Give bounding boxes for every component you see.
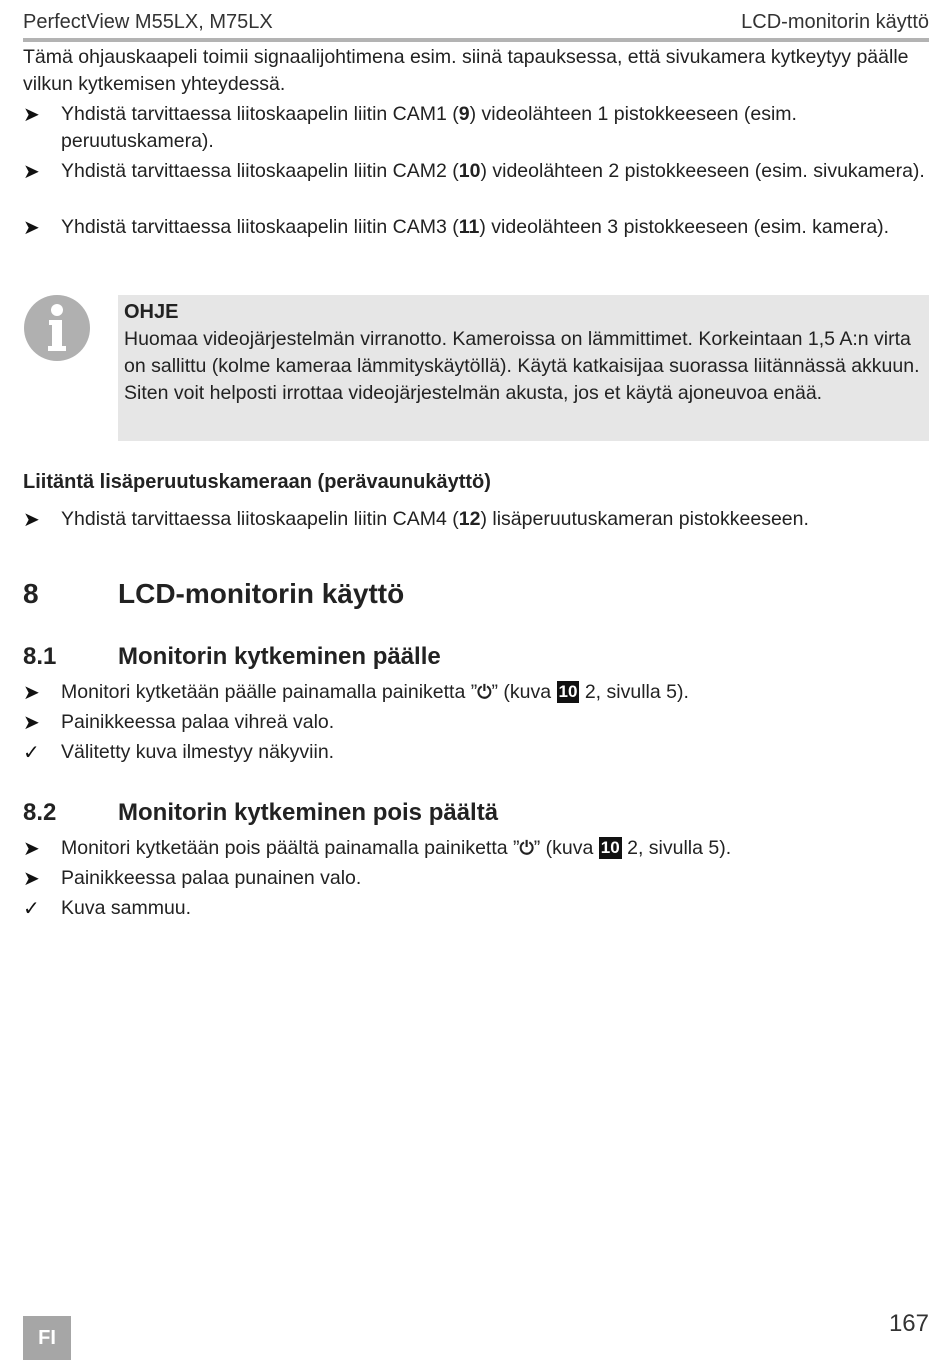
note-body: Huomaa videojärjestelmän virranotto. Kameroissa on lämmittimet. Korkeintaan 1,5 A:n virta on sallittu (kolme kameraa lämmityskäytöllä). Käytä katkaisijaa suorassa liitännässä akkuun. Siten voit helposti irrottaa videojärjestelmän akusta, jos et käytä ajoneuvoa enää. bbox=[124, 328, 920, 404]
note-title: OHJE bbox=[124, 301, 179, 323]
step-text: ) videolähteen 2 pistokkeeseen (esim. sivukamera). bbox=[480, 160, 925, 182]
callout-number: 9 bbox=[458, 103, 470, 125]
running-header bbox=[23, 8, 929, 34]
step-text: ” (kuva bbox=[491, 681, 557, 703]
section-number: 8.2 bbox=[23, 799, 57, 826]
arrow-bullet-icon: ➤ bbox=[23, 866, 40, 890]
step-text: Yhdistä tarvittaessa liitoskaapelin liitin CAM1 ( bbox=[61, 103, 459, 125]
step-text: Monitori kytketään pois päältä painamalla painiketta ” bbox=[61, 837, 520, 859]
callout-number: 12 bbox=[458, 508, 481, 530]
callout-number: 11 bbox=[458, 216, 480, 238]
step-text: ” (kuva bbox=[533, 837, 599, 859]
step-text: Yhdistä tarvittaessa liitoskaapelin liitin CAM4 ( bbox=[61, 508, 459, 530]
step-text: 2, sivulla 5). bbox=[579, 681, 689, 703]
check-icon: ✓ bbox=[23, 740, 40, 764]
arrow-bullet-icon: ➤ bbox=[23, 215, 40, 239]
step-text: ) videolähteen 3 pistokkeeseen (esim. kamera). bbox=[479, 216, 890, 238]
result-text: Kuva sammuu. bbox=[61, 897, 192, 919]
section-title: Monitorin kytkeminen pois päältä bbox=[118, 799, 499, 826]
arrow-bullet-icon: ➤ bbox=[23, 102, 40, 126]
section-number: 8 bbox=[23, 578, 39, 609]
power-symbol-icon: ⏻ bbox=[477, 682, 492, 703]
figure-reference: 10 bbox=[558, 682, 578, 701]
header-rule bbox=[23, 38, 929, 42]
arrow-bullet-icon: ➤ bbox=[23, 507, 40, 531]
figure-reference: 10 bbox=[600, 838, 620, 857]
step-text: Yhdistä tarvittaessa liitoskaapelin liitin CAM3 ( bbox=[61, 216, 459, 238]
intro-paragraph: Tämä ohjauskaapeli toimii signaalijohtimena esim. siinä tapauksessa, että sivukamera kytkeytyy päälle vilkun kytkemisen yhteydessä. bbox=[23, 46, 909, 95]
section-title: LCD-monitorin käyttö bbox=[118, 578, 405, 609]
manual-page bbox=[23, 0, 929, 1364]
arrow-bullet-icon: ➤ bbox=[23, 710, 40, 734]
trailer-heading: Liitäntä lisäperuutuskameraan (perävaunukäyttö) bbox=[23, 471, 491, 493]
power-symbol-icon: ⏻ bbox=[519, 838, 534, 859]
step-text: Painikkeessa palaa punainen valo. bbox=[61, 867, 362, 889]
step-text: Yhdistä tarvittaessa liitoskaapelin liitin CAM2 ( bbox=[61, 160, 459, 182]
check-icon: ✓ bbox=[23, 896, 40, 920]
language-tab: FI bbox=[23, 1316, 71, 1360]
section-number: 8.1 bbox=[23, 643, 57, 670]
arrow-bullet-icon: ➤ bbox=[23, 680, 40, 704]
note-box bbox=[118, 295, 929, 441]
step-text: Painikkeessa palaa vihreä valo. bbox=[61, 711, 335, 733]
section-title: Monitorin kytkeminen päälle bbox=[118, 643, 441, 670]
callout-number: 10 bbox=[458, 160, 481, 182]
arrow-bullet-icon: ➤ bbox=[23, 836, 40, 860]
step-text: 2, sivulla 5). bbox=[621, 837, 732, 859]
result-text: Välitetty kuva ilmestyy näkyviin. bbox=[61, 741, 335, 763]
page-number: 167 bbox=[888, 1310, 929, 1337]
step-text: ) videolähteen 1 pistokkeeseen (esim. peruutuskamera). bbox=[61, 103, 797, 152]
step-text: Monitori kytketään päälle painamalla painiketta ” bbox=[61, 681, 478, 703]
header-chapter: LCD-monitorin käyttö bbox=[741, 11, 929, 33]
info-icon bbox=[23, 294, 91, 362]
step-text: ) lisäperuutuskameran pistokkeeseen. bbox=[480, 508, 809, 530]
header-product: PerfectView M55LX, M75LX bbox=[23, 11, 273, 33]
arrow-bullet-icon: ➤ bbox=[23, 159, 40, 183]
